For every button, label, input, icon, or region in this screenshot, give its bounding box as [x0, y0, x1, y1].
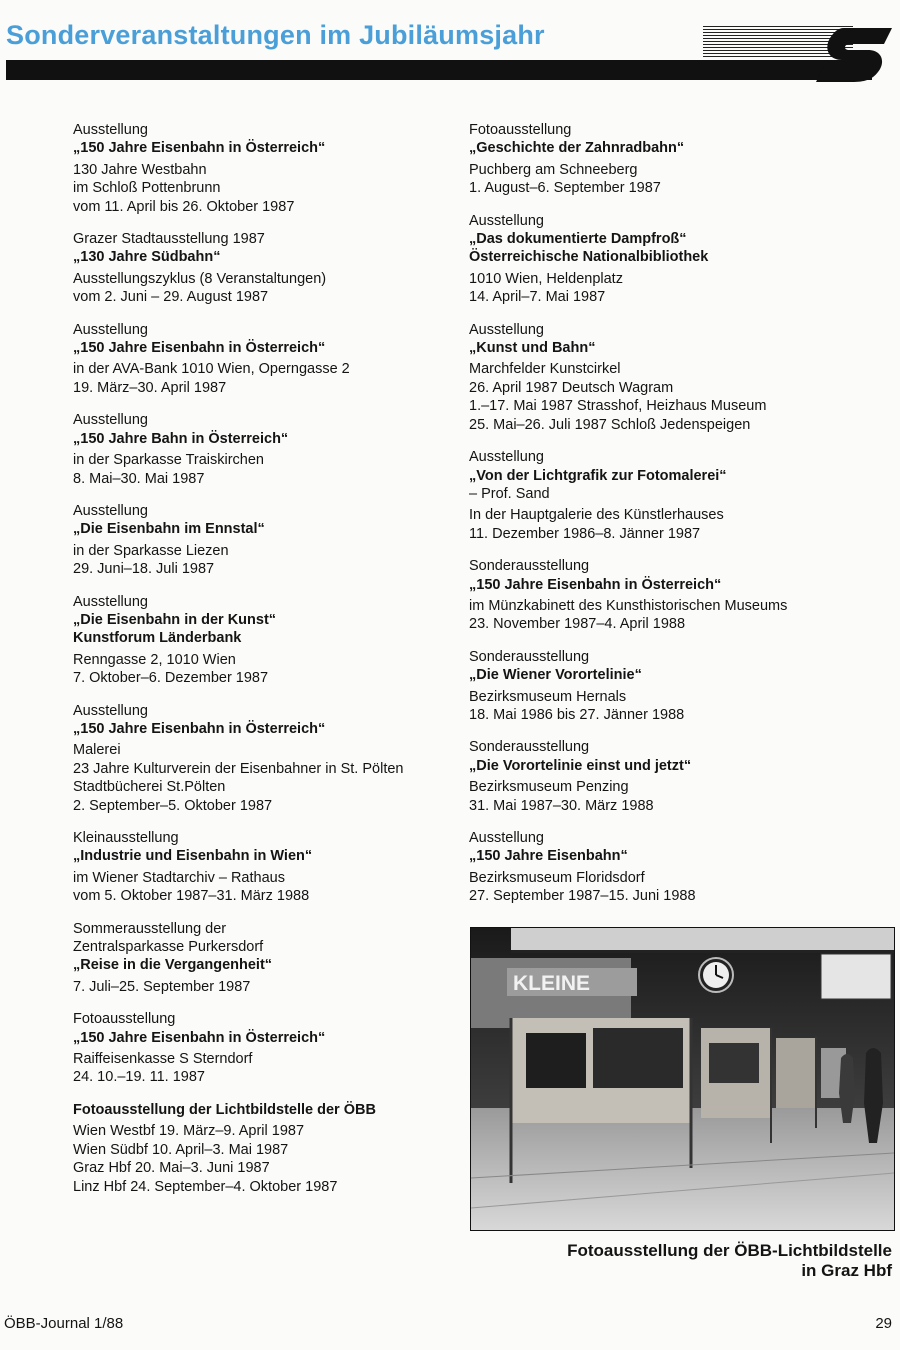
event-detail: 1. August–6. September 1987 — [469, 180, 661, 197]
event-detail: 26. April 1987 Deutsch Wagram — [469, 379, 674, 396]
event-detail: Fotoausstellung — [469, 122, 572, 138]
event-detail: Fotoausstellung — [73, 1011, 176, 1028]
event-entry — [73, 593, 448, 688]
event-detail: 31. Mai 1987–30. März 1988 — [469, 797, 654, 814]
event-title: Kunstforum Länderbank — [73, 630, 242, 647]
event-detail: 1.–17. Mai 1987 Strasshof, Heizhaus Museum — [469, 398, 767, 415]
event-detail: vom 5. Oktober 1987–31. März 1988 — [73, 888, 310, 905]
event-title: „Die Vorortelinie einst und jetzt“ — [469, 757, 692, 774]
event-title: „150 Jahre Eisenbahn in Österreich“ — [73, 720, 326, 737]
left-column — [73, 121, 448, 1210]
event-detail: im Schloß Pottenbrunn — [73, 180, 221, 197]
event-entry — [469, 557, 894, 634]
event-detail: 8. Mai–30. Mai 1987 — [73, 470, 205, 487]
event-entry — [73, 1010, 448, 1087]
event-entry — [73, 321, 448, 398]
event-detail: Ausstellung — [469, 830, 544, 846]
event-detail: 25. Mai–26. Juli 1987 Schloß Jedenspeigen — [469, 416, 751, 433]
oebb-logo-icon — [816, 24, 892, 84]
event-entry — [73, 920, 448, 997]
event-detail: Linz Hbf 24. September–4. Oktober 1987 — [73, 1178, 338, 1195]
event-title: „Die Wiener Vorortelinie“ — [469, 667, 642, 684]
event-detail: Ausstellung — [469, 321, 544, 338]
event-detail: 18. Mai 1986 bis 27. Jänner 1988 — [469, 706, 685, 723]
event-detail: Marchfelder Kunstcirkel — [469, 361, 621, 378]
exhibition-photo — [470, 927, 895, 1231]
event-title: Fotoausstellung der Lichtbildstelle der ÖBB — [73, 1101, 376, 1118]
event-detail: 1010 Wien, Heldenplatz — [469, 270, 623, 287]
event-detail: vom 2. Juni – 29. August 1987 — [73, 289, 269, 306]
event-detail: im Münzkabinett des Kunsthistorischen Museums — [469, 597, 788, 614]
event-entry — [469, 121, 894, 198]
event-detail: Stadtbücherei St.Pölten — [73, 779, 226, 796]
event-detail: 29. Juni–18. Juli 1987 — [73, 561, 215, 578]
event-detail: Zentralsparkasse Purkersdorf — [73, 939, 264, 956]
event-entry — [469, 321, 894, 434]
header-bar — [6, 60, 872, 80]
event-entry — [469, 212, 894, 307]
event-detail: 24. 10.–19. 11. 1987 — [73, 1069, 205, 1086]
event-detail: Ausstellungszyklus (8 Veranstaltungen) — [73, 270, 327, 287]
event-detail: Renngasse 2, 1010 Wien — [73, 651, 236, 668]
event-title: „Die Eisenbahn in der Kunst“ — [73, 611, 277, 628]
event-entry — [469, 738, 894, 815]
event-detail: 130 Jahre Westbahn — [73, 161, 207, 178]
event-entry — [73, 502, 448, 579]
event-title: „130 Jahre Südbahn“ — [73, 249, 221, 266]
right-column — [469, 121, 894, 920]
event-detail: Ausstellung — [73, 593, 148, 610]
event-detail: Kleinausstellung — [73, 830, 179, 846]
event-detail: Ausstellung — [469, 212, 544, 229]
event-detail: Puchberg am Schneeberg — [469, 161, 638, 178]
event-detail: Ausstellung — [73, 412, 148, 429]
event-title: „Industrie und Eisenbahn in Wien“ — [73, 848, 313, 865]
event-entry — [73, 411, 448, 488]
event-title: „150 Jahre Eisenbahn in Österreich“ — [73, 1029, 326, 1046]
event-entry — [469, 448, 894, 543]
event-title: „150 Jahre Eisenbahn in Österreich“ — [73, 140, 326, 157]
caption-line-2: in Graz Hbf — [801, 1261, 892, 1280]
event-detail: 7. Oktober–6. Dezember 1987 — [73, 670, 269, 687]
event-detail: 2. September–5. Oktober 1987 — [73, 797, 273, 814]
event-title: „Die Eisenbahn im Ennstal“ — [73, 521, 265, 538]
event-detail: Sommerausstellung der — [73, 920, 227, 937]
event-detail: Bezirksmuseum Floridsdorf — [469, 869, 645, 886]
event-entry — [73, 829, 448, 906]
event-title: „150 Jahre Eisenbahn in Österreich“ — [469, 576, 722, 593]
event-detail: – Prof. Sand — [469, 485, 550, 502]
photo-caption — [567, 1241, 892, 1281]
event-title: „Kunst und Bahn“ — [469, 340, 596, 357]
event-title: Österreichische Nationalbibliothek — [469, 249, 709, 266]
event-detail: Ausstellung — [469, 449, 544, 466]
photo-sign-text: KLEINE — [513, 972, 591, 995]
event-detail: Ausstellung — [73, 122, 148, 138]
event-title: „Reise in die Vergangenheit“ — [73, 957, 273, 974]
event-detail: in der Sparkasse Traiskirchen — [73, 452, 264, 469]
event-detail: Malerei — [73, 742, 121, 759]
event-detail: Sonderausstellung — [469, 558, 590, 575]
event-detail: Grazer Stadtausstellung 1987 — [73, 231, 265, 248]
exhibition-hall-image — [471, 928, 894, 1230]
event-detail: Sonderausstellung — [469, 648, 590, 665]
event-detail: In der Hauptgalerie des Künstlerhauses — [469, 507, 724, 524]
event-title: „150 Jahre Eisenbahn“ — [469, 848, 628, 865]
event-entry — [73, 230, 448, 307]
event-detail: 7. Juli–25. September 1987 — [73, 978, 251, 995]
event-detail: in der AVA-Bank 1010 Wien, Operngasse 2 — [73, 361, 350, 378]
event-title: „Geschichte der Zahnradbahn“ — [469, 140, 685, 157]
event-detail: Wien Südbf 10. April–3. Mai 1987 — [73, 1141, 289, 1158]
event-detail: Wien Westbf 19. März–9. April 1987 — [73, 1123, 305, 1140]
event-title: „Das dokumentierte Dampfroß“ — [469, 231, 687, 248]
event-title: „Von der Lichtgrafik zur Fotomalerei“ — [469, 467, 727, 484]
event-detail: Graz Hbf 20. Mai–3. Juni 1987 — [73, 1160, 270, 1177]
caption-line-1: Fotoausstellung der ÖBB-Lichtbildstelle — [567, 1241, 892, 1260]
event-detail: Ausstellung — [73, 321, 148, 338]
event-detail: Ausstellung — [73, 702, 148, 719]
event-detail: Bezirksmuseum Hernals — [469, 688, 627, 705]
event-detail: Raiffeisenkasse S Sterndorf — [73, 1051, 253, 1068]
event-title: „150 Jahre Bahn in Österreich“ — [73, 430, 289, 447]
footer-journal: ÖBB-Journal 1/88 — [4, 1315, 124, 1332]
event-detail: Ausstellung — [73, 502, 148, 519]
event-detail: Sonderausstellung — [469, 739, 590, 756]
event-detail: vom 11. April bis 26. Oktober 1987 — [73, 198, 295, 215]
event-detail: 23. November 1987–4. April 1988 — [469, 616, 686, 633]
event-entry — [73, 702, 448, 815]
event-entry — [73, 121, 448, 216]
page-title: Sonderveranstaltungen im Jubiläumsjahr — [6, 20, 545, 50]
event-entry — [73, 1101, 448, 1196]
event-detail: 27. September 1987–15. Juni 1988 — [469, 888, 696, 905]
event-entry — [469, 648, 894, 725]
event-detail: 19. März–30. April 1987 — [73, 379, 227, 396]
event-detail: 11. Dezember 1986–8. Jänner 1987 — [469, 525, 701, 542]
page-number: 29 — [875, 1315, 892, 1332]
event-detail: in der Sparkasse Liezen — [73, 542, 229, 559]
event-title: „150 Jahre Eisenbahn in Österreich“ — [73, 340, 326, 357]
event-detail: 14. April–7. Mai 1987 — [469, 289, 606, 306]
event-detail: Bezirksmuseum Penzing — [469, 779, 629, 796]
event-entry — [469, 829, 894, 906]
event-detail: 23 Jahre Kulturverein der Eisenbahner in St. Pölten — [73, 760, 404, 777]
event-detail: im Wiener Stadtarchiv – Rathaus — [73, 869, 285, 886]
